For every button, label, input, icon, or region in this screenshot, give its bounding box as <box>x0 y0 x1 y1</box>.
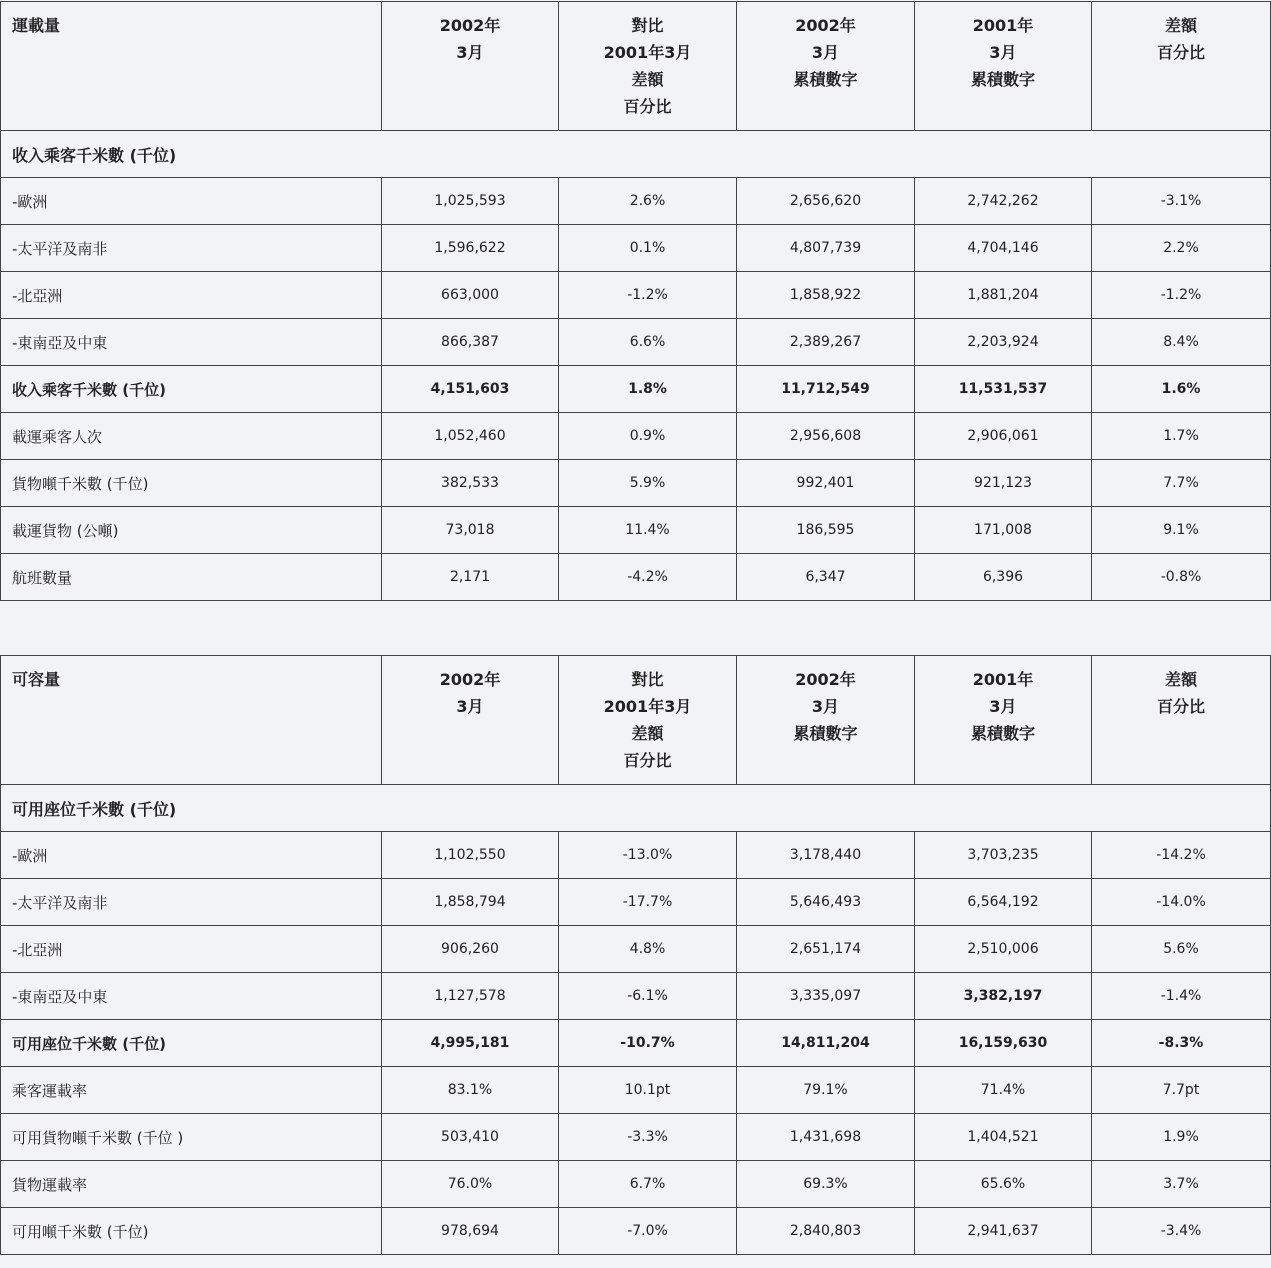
row-value: 921,123 <box>915 460 1092 507</box>
header-col-cum-2002: 2002年 3月 累積數字 <box>737 656 915 785</box>
row-label: -北亞洲 <box>1 272 382 319</box>
row-value: 2,742,262 <box>915 178 1092 225</box>
row-value: -17.7% <box>559 879 737 926</box>
row-value: 73,018 <box>382 507 559 554</box>
row-value: -1.2% <box>559 272 737 319</box>
row-value: 5,646,493 <box>737 879 915 926</box>
row-value: 1,858,922 <box>737 272 915 319</box>
row-value: 4,995,181 <box>382 1020 559 1067</box>
table-row <box>1 225 1271 272</box>
row-value: 1,404,521 <box>915 1114 1092 1161</box>
section-row <box>1 785 1271 832</box>
row-value: 69.3% <box>737 1161 915 1208</box>
row-value: -13.0% <box>559 832 737 879</box>
row-value: -0.8% <box>1092 554 1271 601</box>
row-value: 1,596,622 <box>382 225 559 272</box>
row-value: 16,159,630 <box>915 1020 1092 1067</box>
table-header-row <box>1 656 1271 785</box>
row-value: 1.9% <box>1092 1114 1271 1161</box>
row-label: 乘客運載率 <box>1 1067 382 1114</box>
row-label: -太平洋及南非 <box>1 879 382 926</box>
row-value: 3.7% <box>1092 1161 1271 1208</box>
row-value: -8.3% <box>1092 1020 1271 1067</box>
row-value: -7.0% <box>559 1208 737 1255</box>
row-value: 2,171 <box>382 554 559 601</box>
row-value: 1.6% <box>1092 366 1271 413</box>
row-value: 992,401 <box>737 460 915 507</box>
row-value: 2,651,174 <box>737 926 915 973</box>
row-value: 3,382,197 <box>915 973 1092 1020</box>
row-label: -歐洲 <box>1 178 382 225</box>
row-value: 1,025,593 <box>382 178 559 225</box>
row-label: -太平洋及南非 <box>1 225 382 272</box>
row-value: 5.6% <box>1092 926 1271 973</box>
row-value: 7.7% <box>1092 460 1271 507</box>
table-row <box>1 460 1271 507</box>
row-value: 1,102,550 <box>382 832 559 879</box>
traffic-table <box>0 1 1271 601</box>
row-value: 186,595 <box>737 507 915 554</box>
table-row <box>1 507 1271 554</box>
row-value: 2,389,267 <box>737 319 915 366</box>
row-label: 收入乘客千米數 (千位) <box>1 366 382 413</box>
row-value: -1.2% <box>1092 272 1271 319</box>
row-label: 可用座位千米數 (千位) <box>1 1020 382 1067</box>
header-col-diff: 差額 百分比 <box>1092 2 1271 131</box>
header-col-cum-2001: 2001年 3月 累積數字 <box>915 656 1092 785</box>
row-value: 3,335,097 <box>737 973 915 1020</box>
row-value: 76.0% <box>382 1161 559 1208</box>
table-row <box>1 319 1271 366</box>
row-value: 382,533 <box>382 460 559 507</box>
row-value: 663,000 <box>382 272 559 319</box>
table-header-row <box>1 2 1271 131</box>
row-value: 6.6% <box>559 319 737 366</box>
row-value: -3.4% <box>1092 1208 1271 1255</box>
row-value: 6.7% <box>559 1161 737 1208</box>
section-row <box>1 131 1271 178</box>
row-value: 4,704,146 <box>915 225 1092 272</box>
row-value: 2,840,803 <box>737 1208 915 1255</box>
row-value: 4,151,603 <box>382 366 559 413</box>
row-value: 1,052,460 <box>382 413 559 460</box>
table-row <box>1 1067 1271 1114</box>
section-title: 收入乘客千米數 (千位) <box>1 131 1271 178</box>
row-value: 10.1pt <box>559 1067 737 1114</box>
row-value: -14.0% <box>1092 879 1271 926</box>
row-value: 65.6% <box>915 1161 1092 1208</box>
header-col-diff: 差額 百分比 <box>1092 656 1271 785</box>
capacity-table <box>0 655 1271 1255</box>
row-value: -14.2% <box>1092 832 1271 879</box>
row-value: -3.1% <box>1092 178 1271 225</box>
row-value: 1,881,204 <box>915 272 1092 319</box>
row-value: 71.4% <box>915 1067 1092 1114</box>
row-value: 6,564,192 <box>915 879 1092 926</box>
table-row <box>1 1208 1271 1255</box>
row-label: 可用噸千米數 (千位) <box>1 1208 382 1255</box>
header-col-cum-2001: 2001年 3月 累積數字 <box>915 2 1092 131</box>
row-label: 載運乘客人次 <box>1 413 382 460</box>
table-row <box>1 973 1271 1020</box>
row-value: 7.7pt <box>1092 1067 1271 1114</box>
row-value: 866,387 <box>382 319 559 366</box>
row-value: 5.9% <box>559 460 737 507</box>
row-value: 171,008 <box>915 507 1092 554</box>
table-row <box>1 366 1271 413</box>
row-value: 6,396 <box>915 554 1092 601</box>
row-label: 載運貨物 (公噸) <box>1 507 382 554</box>
row-value: 9.1% <box>1092 507 1271 554</box>
row-label: -歐洲 <box>1 832 382 879</box>
row-label: 航班數量 <box>1 554 382 601</box>
row-label: 貨物運載率 <box>1 1161 382 1208</box>
row-value: -6.1% <box>559 973 737 1020</box>
row-value: 906,260 <box>382 926 559 973</box>
row-value: 2,956,608 <box>737 413 915 460</box>
row-value: 2.2% <box>1092 225 1271 272</box>
row-value: -1.4% <box>1092 973 1271 1020</box>
row-value: 11,712,549 <box>737 366 915 413</box>
row-value: 4,807,739 <box>737 225 915 272</box>
row-label: 貨物噸千米數 (千位) <box>1 460 382 507</box>
row-value: 6,347 <box>737 554 915 601</box>
header-label: 可容量 <box>1 656 382 785</box>
row-value: 8.4% <box>1092 319 1271 366</box>
row-label: -東南亞及中東 <box>1 319 382 366</box>
header-col-month: 2002年 3月 <box>382 656 559 785</box>
row-value: 11,531,537 <box>915 366 1092 413</box>
table-row <box>1 272 1271 319</box>
row-value: 0.1% <box>559 225 737 272</box>
header-col-vs-prev: 對比 2001年3月 差額 百分比 <box>559 656 737 785</box>
table-row <box>1 554 1271 601</box>
row-value: -10.7% <box>559 1020 737 1067</box>
table-row <box>1 1161 1271 1208</box>
section-title: 可用座位千米數 (千位) <box>1 785 1271 832</box>
row-value: 14,811,204 <box>737 1020 915 1067</box>
row-value: 2,203,924 <box>915 319 1092 366</box>
row-label: 可用貨物噸千米數 (千位 ) <box>1 1114 382 1161</box>
row-value: 2,656,620 <box>737 178 915 225</box>
header-col-vs-prev: 對比 2001年3月 差額 百分比 <box>559 2 737 131</box>
row-label: -東南亞及中東 <box>1 973 382 1020</box>
row-value: 503,410 <box>382 1114 559 1161</box>
table-row <box>1 832 1271 879</box>
table-row <box>1 1114 1271 1161</box>
row-value: 2,906,061 <box>915 413 1092 460</box>
row-value: 1.8% <box>559 366 737 413</box>
row-value: 1,431,698 <box>737 1114 915 1161</box>
row-value: 11.4% <box>559 507 737 554</box>
header-col-cum-2002: 2002年 3月 累積數字 <box>737 2 915 131</box>
row-value: 3,178,440 <box>737 832 915 879</box>
header-col-month: 2002年 3月 <box>382 2 559 131</box>
row-value: 83.1% <box>382 1067 559 1114</box>
row-label: -北亞洲 <box>1 926 382 973</box>
row-value: 2.6% <box>559 178 737 225</box>
table-row <box>1 413 1271 460</box>
row-value: 1.7% <box>1092 413 1271 460</box>
row-value: 0.9% <box>559 413 737 460</box>
table-row <box>1 926 1271 973</box>
row-value: 3,703,235 <box>915 832 1092 879</box>
row-value: -4.2% <box>559 554 737 601</box>
row-value: 1,858,794 <box>382 879 559 926</box>
row-value: 4.8% <box>559 926 737 973</box>
row-value: 79.1% <box>737 1067 915 1114</box>
table-row <box>1 879 1271 926</box>
header-label: 運載量 <box>1 2 382 131</box>
row-value: 978,694 <box>382 1208 559 1255</box>
row-value: 2,941,637 <box>915 1208 1092 1255</box>
row-value: -3.3% <box>559 1114 737 1161</box>
table-row <box>1 178 1271 225</box>
row-value: 1,127,578 <box>382 973 559 1020</box>
table-row <box>1 1020 1271 1067</box>
row-value: 2,510,006 <box>915 926 1092 973</box>
